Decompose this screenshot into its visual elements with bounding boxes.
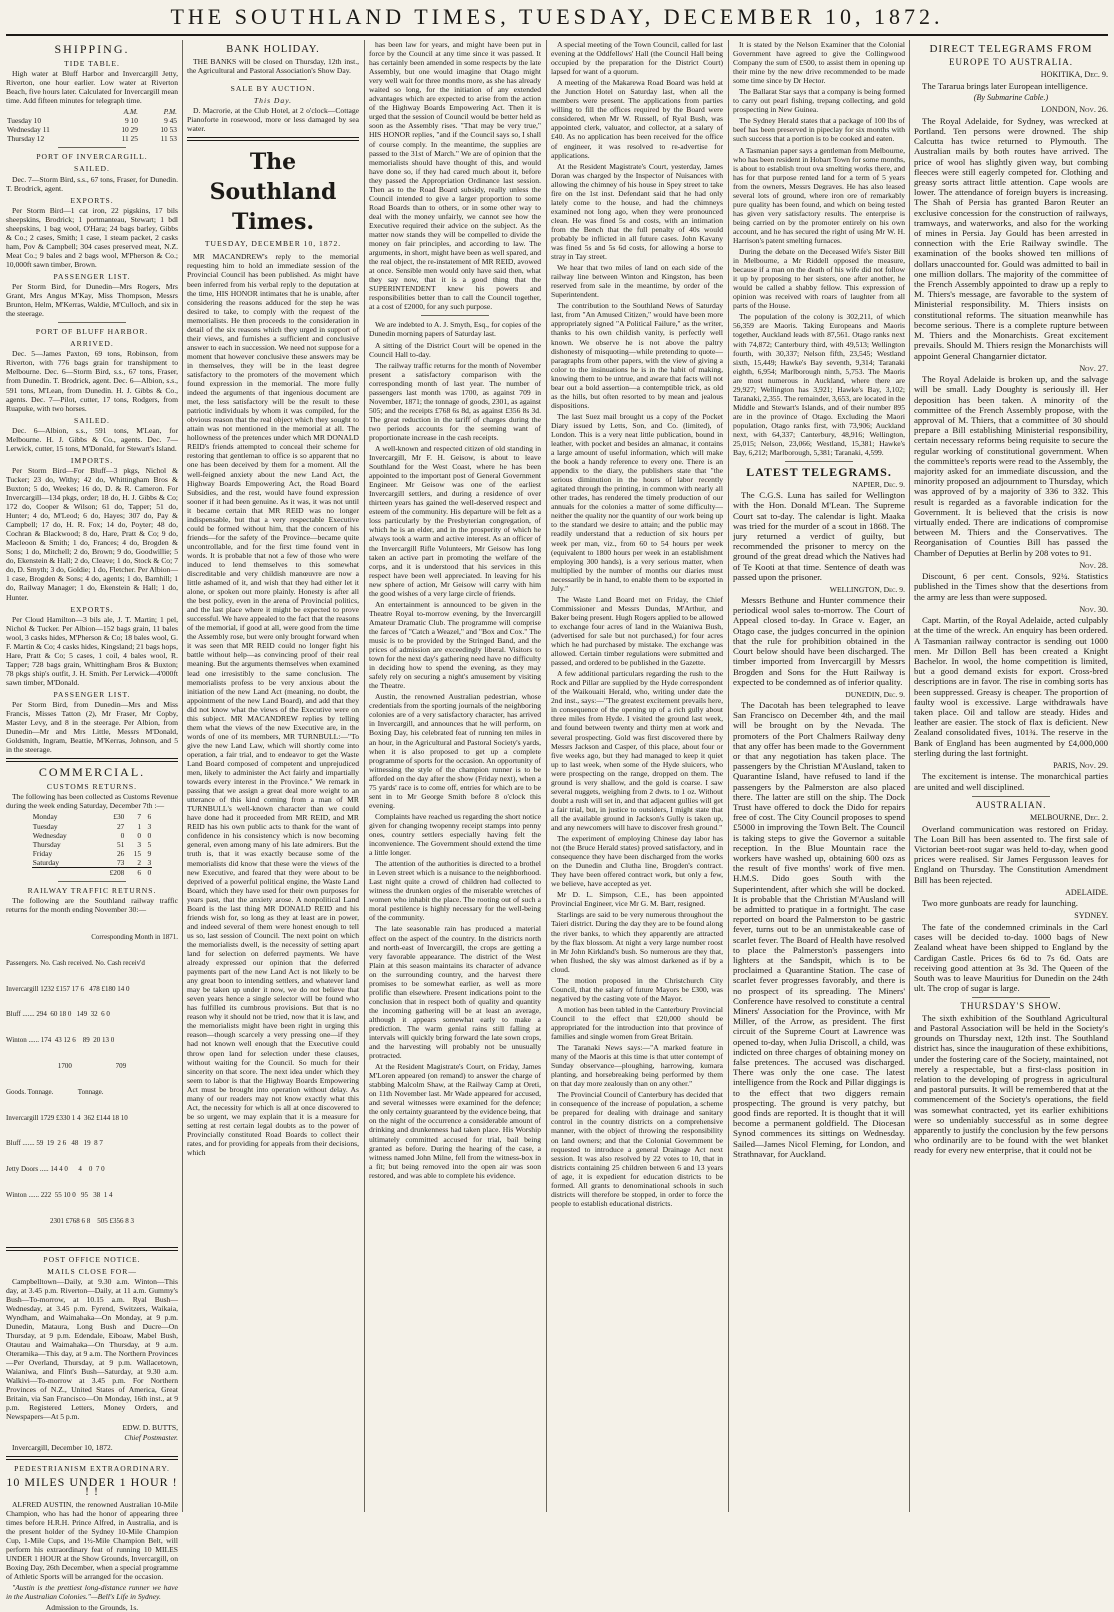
subheading: PASSENGER LIST. [53, 271, 131, 281]
table-cell: 0 [147, 830, 152, 840]
news-item: The Provincial Council of Canterbury has decided that in consequence of the increase of population, a scheme be prepared for dealing with drainage and sanitary control in the country districts on a comprehensive manner, with the object of throwing the responsibility on land owners; and that the Colonial Government be requested to introduce a general Drainage Act next session. It was also resolved by 22 votes to 10, that in districts containing 25 children between 6 and 13 years of age, it is expedient for education districts to be formed. All grants to denominational schools in such districts will therefore be stopped, in order to force the people to establish educational districts. [551, 1090, 723, 1208]
news-item: A Tasmanian paper says a gentleman from Melbourne, who has been resident in Hobart Town for some months, is about to establish trout ova smelting works there, and has for that purpose rented land for a term of 5 years from the owners, Messrs Degraves. He has also leased several lots of ground, where iron ore of remarkably pure quality has been found, and which on being tested has given very satisfactory results. The enterprise is being carried on by the promoter entirely on his own account, and he has secured the right of using Mr W. H. Harrison's patent smelting furnaces. [733, 145, 905, 245]
telegram-item: The Royal Adelaide is broken up, and the salvage will be small. Lady Doughty is seriously ill. Her deposition has been taken. A minority of the committee of the French Assembly propose, with the approval of M. Thiers, that a committee of 30 should prepare a Bill establishing Ministerial responsibility, certain necessary reforms being requisite to secure the regular working of constitutional government. When the committee's reports were read to the Assembly, the majority asked for an immediate discussion, and the minority proposed an adjournment to Thursday, which was approved of by a majority of 336 to 332. This result is regarded as a favorable indication for the Government. It is believed that the crisis is now virtually ended. There are indications of compromise between M. Thiers and the Conservatives. The Reorganisation of Counties Bill has passed the Chamber of Deputies at Berlin by 208 votes to 91. [914, 374, 1108, 558]
news-item: The population of the colony is 302,211, of which 56,359 are Maoris. Taking Europeans and Maoris together, Auckland leads with 87,561. Otago ranks next with 74,872; Canterbury third, with 49,513; Wellington fourth, with 30,337; Nelson fifth, 23,545; Westland sixth, 15,449; Hawke's Bay seventh, 9,314; Taranaki eighth, 6,954; Marlborough ninth, 5,753. The Maoris are most numerous in Auckland, where there are 29,927; Wellington has 3,921; Hawke's Bay, 3,102; Taranaki, 2,355. The remainder, 3,653, are located in the Middle and Stewart's Islands, and of their number 895 are in the province of Otago. Excluding the Maori population, Otago ranks first, with 73,906; Auckland next, with 64,337; Canterbury, 48,916; Wellington, 25,015; Nelson, 23,066; Westland, 15,381; Hawke's Bay, 6,212; Marlborough, 5,381; Taranaki, 4,599. [733, 312, 905, 458]
signature-name: EDW. D. BUTTS, [122, 1423, 178, 1433]
table-row [32, 840, 152, 849]
column-4 [551, 40, 723, 1512]
column-divider [909, 40, 910, 1512]
table-cell: £208 [109, 867, 125, 877]
table-row [6, 134, 178, 143]
table-cell: 5 [147, 839, 152, 849]
bank-holiday-heading: BANK HOLIDAY. [226, 44, 320, 55]
dateline: Nov. 30. [1079, 604, 1108, 614]
direct-telegrams-subheading: EUROPE TO AUSTRALIA. [949, 57, 1073, 67]
news-item: The Sydney Herald states that a package of 100 lbs of beef has been preserved in pipeclay for six months with such success that a portion is to be cooked and eaten. [733, 116, 905, 144]
telegram-item: The excitement is intense. The monarchical parties are united and well disciplined. [914, 771, 1108, 792]
table-cell: 51 [116, 839, 125, 849]
news-item: A sitting of the District Court will be opened in the Council Hall to-day. [369, 340, 541, 359]
table-row [32, 867, 152, 877]
edition-date: TUESDAY, DECEMBER 10, 1872. [204, 239, 342, 249]
table-row: Winton ...... 222 55 10 0 95 38 1 4 [6, 1190, 113, 1199]
table-row [6, 125, 178, 134]
subheading: ARRIVED. [70, 339, 114, 349]
table-cell: Thursday [32, 839, 61, 849]
news-item: A few additional particulars regarding the rush to the Rock and Pillar are supplied by the Hyde correspondent of the Waikouaiti Herald, who, writing under date the 2nd inst., says:—"The greatest excitement prevails here, in consequence of the opening up of a rich gully about three miles from Hyde. I visited the ground last week, and found between twenty and thirty men at work and several prospecting. Gold was first discovered there by Messrs Jackson and Casper, of this place, about four or five weeks ago, but they had managed to keep it quiet up to last week, when some of the Hyde sluicers, who were prospecting on the range, dropped on them. The ground is very shallow, and the gold is coarse. I saw several nuggets, weighing from 2 dwts. to 1 oz. Without doubt a rush will set in, and that adjacent gullies will get a fair trial, but, in justice to outsiders, I might state that all the available ground in Jackson's Gully is taken up, and any newcomers will have to discover fresh ground." [551, 669, 723, 832]
telegram-item: The Dacotah has been telegraphed to leave San Francisco on December 4th, and the mail will be brought on by the Nevada. The promoters of the Port Chalmers Railway deny that any offer has been made to the Government or that any negotiation has taken place. The passengers by the Christian M'Ausland, taken to Quarantine Island, have refused to land if the passengers by the Palmerston are also placed there. The latter are still on the ship. The Dock Trust have offered to dock the Dido for repairs free of cost. The City Council proposes to spend £5000 in improving the Town Belt. The Council is taking steps to give the Governor a suitable reception. In the Blue Mountain race the workers have washed up, obtaining 600 ozs as the result of five months' work of five men. H.M.S. Dido goes South with the Superintendent, after which she will be docked. It is probable that the Christian M'Ausland will be admitted to pratique in a fortnight. The case reported on board the Palmerston to be gastric fever, turns out to be an unmistakeable case of scarlet fever. The Board of Health have resolved to place the Palmerston's passengers into lighters at the Sandspit, which is to be proclaimed a Quarantine Station. The case of scarlet fever progresses favorably, and there is no prospect of its spreading. The Miners' Conference have resolved to constitute a central Miners' Association for the Province, with Mr Miller, of the Arrow, as president. The first circuit of the Supreme Court at Lawrence was opened to-day, when Julia Driscoll, a child, was indicted on three charges of obtaining money on false pretences. The accused was discharged. There was only the one case. The latest intelligence from the Rock and Pillar diggings is to the effect that two diggers remain prospecting. The ground is very patchy, but good finds are reported. It is thought that it will become a permanent goldfield. The Diocesan Synod commences its sittings on Wednesday. Sailed—James Nicol Fleming, for London, and Strathnavar, for Auckland. [733, 699, 905, 1159]
table-cell: 26 [116, 848, 125, 858]
section-rule [239, 79, 308, 80]
section-rule [972, 997, 1050, 998]
dateline: ADELAIDE. [1065, 887, 1108, 897]
telegram-item: Two more gunboats are ready for launching. [922, 898, 1078, 909]
telegram-item: Messrs Bethune and Hunter commence their periodical wool sales to-morrow. The Court of Appeal closed to-day. In Grace v. Eager, an Otago case, the judges concurred in the opinion that the rule for prohibition obtained in the Court below should have been discharged. The timber imported from Invercargill by Messrs Brogden and Sons for the Hutt Railway is expected to be condemned as of inferior quality. [733, 595, 905, 687]
table-cell: 0 [120, 830, 125, 840]
railway-returns-note: The following are the Southland railway traffic returns for the month ending November 30:— [6, 895, 178, 914]
cable-note: (By Submarine Cable.) [973, 93, 1049, 103]
subheading: PASSENGER LIST. [53, 690, 131, 699]
column-divider [546, 40, 547, 1512]
table-cell: Tuesday [32, 821, 58, 831]
bank-holiday-notice: THE BANKS will be closed on Thursday, 12th inst., the Agricultural and Pastoral Association's Show Day. [187, 57, 359, 76]
table-cell: Monday [32, 812, 58, 822]
table-cell: 73 [116, 857, 125, 867]
section-rule [58, 147, 127, 148]
table-row: 1700 709 [57, 1062, 127, 1071]
australian-heading: AUSTRALIAN. [975, 799, 1047, 810]
table-cell: 10 53 [160, 125, 177, 135]
news-item: Mr D. L. Simpson, C.E., has been appointed Provincial Engineer, vice Mr G. M. Barr, resigned. [551, 890, 723, 909]
table-cell: 9 [147, 848, 152, 858]
section-double-rule [6, 1247, 178, 1251]
tide-table [6, 107, 178, 143]
table-cell: Thursday 12 [7, 134, 45, 144]
news-item: Starlings are said to be very numerous throughout the Taieri district. During the day they are to be found along the river banks, to which they apparently are attracted by the flax blossom. At night a very large number roost in Mr John Kirkland's bush. So numerous are they that, when flushed, the sky was almost darkened as if by a cloud. [551, 910, 723, 974]
column-6 [914, 40, 1108, 1512]
section-double-rule [187, 137, 359, 141]
table-row [32, 858, 152, 868]
news-item: During the debate on the Deceased Wife's Sister Bill in Melbourne, a Mr Riddell opposed the measure, because if a man on the death of his wife did not follow it up by proposing to her sisters, one after another, he would be called a shabby fellow. This expression of opinion was received with roars of laughter from all parts of the House. [733, 247, 905, 311]
port-invercargill-heading: PORT OF INVERCARGILL. [36, 152, 148, 162]
subheading: SAILED. [74, 415, 110, 425]
section-double-rule [6, 758, 178, 762]
table-cell: Wednesday [32, 830, 67, 840]
telegram-item: Capt. Martin, of the Royal Adelaide, acted culpably at the time of the wreck. An enquiry has been ordered. A Tasmanian railway contractor is sending out 1000 men. Mr Dillon Bell has been created a Knight Bachelor. In wool, the home competition is limited, but a good demand exists for export. Cross-bred descriptions are in favor. The rise in combing sorts has been suppressed. Greasy is cheaper. The proportion of faulty wool is excessive. Large withdrawals have taken place. Oil and tallow are steady. Hides and leather are easier. The stock of flax is deficient. New Zealand consolidated fives, 101¾. The reserve in the Bank of England has been augmented by £4,000,000 sterling during the last fortnight. [914, 615, 1108, 758]
table-row: Jetty Doors ..... 14 4 0 4 0 7 0 [6, 1165, 105, 1174]
table-cell: P.M. [163, 107, 177, 117]
table-cell: 2 [137, 857, 142, 867]
shipping-item: Per Storm Bird—1 cat iron, 22 pigskins, 17 bils sheepskins, Brodrick; 1 portmanteau, Stewart; 1 bdl sheepskins, 1 bag wool, O'Hara; 24 bags barley, Gibbs & Co.; 2 cases, Smith; 1 case, 1 steam packet, 2 casks ham, Pov & Campbell; 304 cases preserved meat, N.Z. Meat Co.; 9 bales and 2 bags wool, M'Pherson & Co.; 10,000ft sawn timber, Brown. [6, 205, 178, 269]
dateline: DUNEDIN, Dec. 9. [845, 689, 905, 699]
table-cell: 3 [147, 821, 152, 831]
news-item: At the Resident Magistrate's Court, on Friday, James M'Loren appeared (on remand) to answer the charge of stabbing Malcolm Shaw, at the Railway Camp at Oreti, on 11th November last. Mr Wade appeared for accused, and several witnesses were examined for the defence; the only certainty guaranteed by the evidence being, that on the night of the occurrence a considerable amount of drinking and drunkenness had taken place. His Worship ultimately committed accused for trial, bail being granted as before. During the hearing of the case, a witness named John Milne, fell from the witness-box in a fit; but being removed into the open air was soon restored, and was able to complete his evidence. [369, 1062, 541, 1180]
table-cell: Tuesday 10 [7, 116, 42, 126]
table-cell: 11 25 [121, 134, 138, 144]
telegram-item: Overland communication was restored on Friday. The Loan Bill has been assented to. The first sale of Victorian beet-root sugar was held to-day, when good prices were realised. Sir James Fergusson leaves for England on Thursday. The Constitution Amendment Bill has been rejected. [914, 823, 1108, 885]
masthead-rule [6, 34, 1108, 36]
dateline: LONDON, Nov. 26. [1041, 105, 1108, 115]
article-text: The sixth exhibition of the Southland Agricultural and Pastoral Association will be held in the Society's grounds on Thursday next, 12th inst. The Southland district has, since the inauguration of these exhibitions, under the fostering care of the Society, maintained, not merely a respectable, but a first-class position in relation to the developing of progress in agricultural and pastoral pursuits. It will be remembered that at the commencement of the Society's operations, the field was somewhat contracted, yet its earlier exhibitions were so undeniably successful as in some degree apparently to justify the conclusion by the few persons who ordinarily are to be found with the wet blanket ready for every new enterprise, that it could not be [914, 1012, 1108, 1156]
table-row [32, 849, 152, 858]
news-item: The Taranaki News says:—"A marked feature in many of the Maoris at this time is that utter contempt of Sunday observance—ploughing, harrowing, kumara planting, and horsebreaking being performed by them on that day more zealously than on any other." [551, 1043, 723, 1089]
auction-notice: D. Macrorie, at the Club Hotel, at 2 o'clock—Cottage Pianoforte in rosewood, more or less damaged by sea water. [187, 106, 359, 134]
subheading: SAILED. [74, 164, 110, 174]
column-5 [733, 40, 905, 1512]
shipping-heading: SHIPPING. [54, 42, 130, 56]
editorial-continued: has been law for years, and might have been put in force by the Council at any time since it was passed. It has certainly been amended in some respects by the late Assembly, but one would imagine that Otago might very well wait for three months more, as she has already waited so long, for the initiation of any extended advantages which are expected to arise from the action of the Highway Boards Empowering Act. Then it is urged that the session of Council would be better held as soon as the Assembly rises. "That may be very true," HIS HONOR replies, "and if the Council says so, I shall of course comply. In the meantime, the supplies are passed to the 31st of March." We are of opinion that the memorialists should have thought of this, and would have done so, if they had cared much about it, before they passed the Appropriation Ordinance last session. Then as to the Road Board subsidy, really unless the Council intended to give a larger proportion to some Road Boards than to others, or in some other way to deal with the money unfairly, we cannot see how the Executive required their advice on the subject. As the matter now stands they will be compelled to divide the money on fair principles, and according to law. The arguments, in short, might have been as well spared, and the real object, the re-instatement of MR REID, avowed at once. Sensible men would only have said then, what they say now, that it is a good thing that the SUPERINTENDENT knew his powers and responsibilities better than to call the Council together, at a cost of £2000, for any such purpose. [369, 40, 541, 312]
table-cell: 1 [137, 821, 142, 831]
column-1 [6, 40, 178, 1612]
subheading: MAILS CLOSE FOR— [47, 1266, 137, 1276]
table-cell: A.M. [123, 107, 138, 117]
commercial-heading: COMMERCIAL. [38, 765, 146, 780]
railway-returns-table [6, 916, 178, 1243]
subheading: EXPORTS. [70, 604, 114, 614]
dateline: PARIS, Nov. 29. [1053, 761, 1108, 771]
column-divider [364, 40, 365, 1512]
shipping-item: Dec. 5—James Paxton, 69 tons, Robinson, from Riverton, with 776 bags grain for transhipment to Melbourne. Dec. 6—Storm Bird, s.s., 67 tons, Fraser, from Dunedin. T. Brodrick, agent. Dec. 6—Albion, s.s., 591 tons, M'Lean, from Dunedin. H. J. Gibbs & Co., agents. Dec. 7—Pilot, cutter, 17 tons, Rodgers, from Ruapuke, with two horses. [6, 349, 178, 413]
table-row: Passengers. No. Cash received. No. Cash receiv'd [6, 958, 145, 967]
news-item: The Ballarat Star says that a company is being formed to carry out pearl fishing, trepang collecting, and gold prospecting in New Guinea. [733, 87, 905, 115]
tide-table-heading: TIDE TABLE. [64, 59, 120, 68]
news-item: At the Resident Magistrate's Court, yesterday, James Doran was charged by the Inspector of Nuisances with allowing the chimney of his house in Spey street to take fire on the 1st inst. Defendant said that he had only lately come to the house, and had the chimneys examined not long ago, when they were pronounced clean. He was fined 5s and costs, with an intimation from the Bench that the full penalty of 40s would probably be inflicted in all future cases. John Kavany was fined 5s and 5s 6d costs, for allowing a horse to stray in Tay street. [551, 161, 723, 262]
table-cell: 10 29 [121, 125, 138, 135]
table-row [6, 116, 178, 125]
news-item: A meeting of the Makarewa Road Board was held at the Junction Hotel on Saturday last, when all the members were present. The applications from parties willing to fill the offices required by the Board were considered, when Mr W. Russell, of Ryal Bush, was appointed clerk, valuator, and collector, at a salary of £40. As no application has been received for the office of engineer, it was resolved to re-advertise for applications. [551, 78, 723, 160]
section-rule [972, 796, 1050, 797]
news-item: The late seasonable rain has produced a material effect on the aspect of the country. In the districts north and north-east of Invercargill, the crops are getting a very favorable appearance. The district of the West Plain at this season maintains its character of advance on the surrounding country, and the harvest there promises to be somewhat earlier, as well as more prolific than elsewhere. Present indications point to the conclusion that in respect both of quality and quantity the incoming gathering will be at least an average, although it appears somewhat early to make a prediction. The warm genial rains still falling at intervals will quickly bring forward the late sown crops, and the harvesting will probably not be unusually protracted. [369, 924, 541, 1061]
telegram-item: The fate of the condemned criminals in the Carl cases will be decided to-day. 1000 bags of New Zealand wheat have been shipped to England by the Cardigan Castle. Prices 6s 6d to 7s 6d. Oats are receiving good attention at 3s 3d. The Queen of the South was to leave Mauritius for Dunedin on the 24th ult. The crop of sugar is large. [914, 921, 1108, 994]
newspaper-nameplate: The Southland Times. [209, 149, 337, 236]
table-cell: 9 10 [125, 116, 138, 126]
dateline: NAPIER, Dec. 9. [852, 480, 905, 490]
section-rule [58, 322, 127, 323]
news-item: The railway traffic returns for the month of November present a satisfactory comparison with the corresponding month of last year. The number of passengers last month was 1700, as against 709 in November, 1871; the tonnage of goods, 2301, as against 505; and the receipts £768 6s 8d, as against £356 8s 3d. The great reduction in the tariff of charges during the two periods accounts for the seeming want of proportionate increase in the cash receipts. [369, 360, 541, 442]
news-item: A special meeting of the Town Council, called for last evening at the Oddfellows' Hall (the Council Hall being occupied by the preparation for the District Court) lapsed for want of a quorum. [551, 40, 723, 77]
signature-title: Chief Postmaster. [124, 1433, 178, 1443]
railway-returns-heading: RAILWAY TRAFFIC RETURNS. [27, 885, 157, 895]
pedestrianism-admission: Admission to the Grounds, 1s. [45, 1603, 139, 1612]
shipping-item: Per Cloud Hamilton—3 bils ale, J. T. Martin; 1 pel, Nichol & Tucker. Per Albion—152 bags grain, 11 bales wool, 3 casks hides, M'Pherson & Co; 18 bales wool, G. F. Martin & Co; 4 casks hides, Kingsland; 21 bags hops, Hare, Pratt & Co; 5 cases, 1 coil, 4 bales wool, R. Tapper; 728 bags grain, Whittingham Bros & Buxton; 78 pkgs ship's outfit, J. H. Smith. Per Lerwick—4'000ft sawn timber, M'Donald. [6, 614, 178, 687]
table-cell: Friday [32, 848, 53, 858]
dateline: HOKITIKA, Dec. 9. [1040, 70, 1108, 80]
pedestrianism-ad: ALFRED AUSTIN, the renowned Australian 10-Mile Champion, who has had the honor of appearing three times before H.R.H. Prince Alfred, in Australia, and is the present holder of the Sydney 10-Mile Champion Cup, 1-Mile Cups, and 1½-Mile Champion Belt, will perform his extraordinary feat of running 10 MILES UNDER 1 HOUR at the Show Grounds, Invercargill, on Boxing Day, 26th December, when a special programme of Athletic Sports will be arranged for the occasion. [6, 1499, 178, 1581]
pedestrianism-heading: PEDESTRIANISM EXTRAORDINARY. [14, 1464, 170, 1474]
news-item: The motion proposed in the Christchurch City Council, that the salary of future Mayors be £300, was negatived by the casting vote of the Mayor. [551, 975, 723, 1003]
news-item: Austin, the renowned Australian pedestrian, whose credentials from the sporting journals of the neighboring colonies are of a very satisfactory character, has arrived in Invercargill, and announces that he will perform, on Boxing Day, his celebrated feat of running ten miles in an hour, in the Agricultural and Pastoral Society's yards, when it is also proposed to get up a complete programme of sports for the occasion. An opportunity of witnessing the style of the champion runner is to be afforded on the day after the show (Friday next), when a 75 yards' race is to come off, entries for which are to be sent in to Mr George Smith before 8 o'clock this evening. [369, 692, 541, 810]
table-row: Winton ...... 174 43 12 6 89 20 13 0 [6, 1036, 115, 1045]
customs-table [32, 812, 152, 876]
table-row [32, 831, 152, 840]
news-item: The experiment of employing Chinese day labor has not (the Bruce Herald states) proved satisfactory, and in consequence they have been discharged from the works on the Dunedin and Clutha line, Brogden's contract. They have been offered contract work, but only a few, we believe, have accepted as yet. [551, 834, 723, 889]
dateline: WELLINGTON, Dec. 9. [829, 585, 905, 595]
table-row: Bluff ....... 294 60 18 0 149 32 6 0 [6, 1010, 110, 1019]
section-double-rule [6, 1456, 178, 1460]
table-cell: £30 [113, 812, 125, 822]
column-divider [182, 40, 183, 1512]
news-item: We hear that two miles of land on each side of the railway line between Winton and Kingston, has been reserved from sale in the meantime, by order of the Superintendent. [551, 263, 723, 300]
news-item: We are indebted to A. J. Smyth, Esq., for copies of the Dunedin morning papers of Saturday last. [369, 320, 541, 339]
signature-date: Invercargill, December 10, 1872. [12, 1443, 113, 1453]
table-cell: 3 [147, 857, 152, 867]
table-cell: 0 [147, 867, 152, 877]
table-cell: 9 45 [164, 116, 177, 126]
table-cell: Saturday [32, 857, 60, 867]
shipping-item: Per Storm Bird—For Bluff—3 pkgs, Nichol & Tucker; 23 do, Withy; 42 do, Whittingham Bros & Buxton; 5 do, Weekes; 16 do, D. & R. Cameron. For Invercargill—134 pkgs, order; 18 do, H. J. Gibbs & Co; 172 do, Cooper & Wilson; 61 do, Tapper; 51 do, Hunter; 4 do, M'Leod; 6 do, Hayes; 307 do, Pay & Campbell; 17 do, H. R. Fox; 14 do, Poyter; 48 do, Cochran & Blackwood; 8 do, Hare, Pratt & Co; 9 do, Macleoon & Smith; 1 do, Frances; 4 do, Brogden & Sons; 1 do, Mitchell; 2 do, Brown; 9 do, Goodwillie; 5 do, Ekenstein & Hall; 2 do, Cleave; 1 do, Stock & Co; 7 do, D. Smyth; 3 do, Goldie; 1 do, Fletcher. Per Albion—1 case, Brogden & Sons; 4 do, agents; 1 do, Barnhill; 1 do, Railway Manager; 1 do, Ekenstein & Hall; 1 do, Hunter. [6, 465, 178, 602]
news-item: The Waste Land Board met on Friday, the Chief Commissioner and Messrs Dundas, M'Arthur, and Baker being present. Hugh Rogers applied to be allowed to exchange four acres of land in the Waianiwa Bush, (advertised for sale but not purchased,) for four acres which he had purchased by mistake. The exchange was allowed. Certain timber regulations were submitted and passed, and ordered to be published in the Gazette. [551, 594, 723, 668]
table-row [6, 107, 178, 116]
table-cell: Wednesday 11 [7, 125, 50, 135]
auction-day: This Day. [253, 96, 293, 106]
news-item: It is stated by the Nelson Examiner that the Colonial Government have agreed to give the Collingwood Company the sum of £500, to assist them in opening up their mine by the new drive recommended to be made some time since by Dr Hector. [733, 40, 905, 86]
telegram-item: The C.G.S. Luna has sailed for Wellington with the Hon. Donald M'Lean. The Supreme Court sat to-day. The calendar is light. Maaka was tried for the murder of a scout in 1868. The jury returned a verdict of guilty, but recommended the prisoner to mercy on the ground of the great dread which the Natives had of Te Kooti at that time. Sentence of death was passed upon the prisoner. [733, 490, 905, 582]
shipping-item: Per Storm Bird, from Dunedin—Mrs and Miss Francis, Misses Tatton (2), Mr Fraser, Mr Copby, Master Levy, and 8 in the steerage. Per Albion, from Dunedin—Mr and Mrs Little, Messrs M'Donald, Goldsmith, Ingram, Beattie, M'Kerras, Johnson, and 5 in the steerage. [6, 700, 178, 755]
editorial-text: MR MACANDREW's reply to the memorial requesting him to hold an immediate session of the Provincial Council has been published. As might have been inferred from his verbal reply to the deputation at the time, HIS HONOR intimates that he is unable, after considering the reasons adduced for the step he was desired to take, to comply with the request of the memorialists. He then proceeds to the consideration in detail of the six reasons which they urged in support of their views, and furnishes a sufficient and conclusive answer to each in succession. We need not suppose for a moment that however conclusive these answers may be in themselves, they will be in the least degree satisfactory to the promoters of the movement which found expression in the memorial. The more fully indeed the arguments of that ingenious document are met, the less satisfactory will be the result to these patriotic individuals by whom it was compiled, for the obvious reason that the real object which they sought to attain was not mentioned in the memorial at all. The hollowness of the pretences under which MR DONALD REID's friends attempted to conceal their scheme for restoring that gentleman to office is so apparent that no one has been deceived by them for a moment. All the well-feigned anxiety about the new Land Act, the Highway Boards Empowering Act, the Road Board Subsidies, and the rest, would have found expression sooner if it had been genuine. As it was, it was not until it became certain that MR REID was no longer indispensable, but that a very respectable Executive could be formed without him, that the concern of his friends—for the safety of the Province—became quite uncontrollable, and for the first time found vent in words. It is probable that not a few of those who were induced to lend themselves to this somewhat discreditable and very childish manœuvre are now a little ashamed of it, and wish that they had either let it alone, or spoken out more plainly. Honesty is after all the best policy, even in the arena of Provincial politics, and the last place where it might be expected to prove successful. We have appealed to the fact that the reasons of the memorial, if good at all, were good from the time the Assembly rose, but were only brought forward when it was seen that MR REID could no longer fight his battle without help—as convincing proof of their real meaning. But the arguments themselves when examined lead one irresistibly to the same conclusion. The memorialists profess to be very anxious about the initiation of the new Land Act (meaning, no doubt, the appointment of the new Land Board), and add that they did not know what the views of the Executive were on this subject. MR MACANDREW replies by telling them what the views of the new Executive are, in the words of one of its members, MR TURNBULL:—"To give the new Land Law, which will shortly come into operation, a fair trial, and to endeavor to get the Waste Land Board composed of competent and unprejudiced men, likely to administer the Act fairly and impartially towards every interest in the Province." We remark in passing that we assign a great deal more weight to an utterance of this kind coming from a man of MR TURNBULL's well-known character than we could have done had it proceeded from MR REID, and MR REID has his own public acts to thank for the want of confidence in his consistency which is now becoming general, even among many of his late admirers. But the truth is, that it was exactly because some of the memorialists did know that these were the views of the new Executive, and feared that they were about to be deprived of a powerful political engine, the Waste Land Board, which they have used for their own purposes for years past, that the anxiety arose. A nonpolitical Land Board is the last thing MR DONALD REID and his friends wish for, so long as they at least are in power, and indeed several of them were honest enough to tell us so, last session of Council. The next point on which the memorialists dwell, is the necessity of setting apart land for selection on deferred payments. We have already expressed our opinion that the deferred payments part of the new Land Act is not likely to be any great boon to intending settlers, and whatever land may be taken up under it now, we do not believe that seven years hence a single selector will be found who has fulfilled its cumbrous provisions. But that is no reason why it should not be tried, now that it is law, and the memorialists might have been right in urging this reason—though scarcely a very pressing one—if they had not known well enough that the Executive could throw open land for selection under these clauses, without waiting for the Council. So much for their sincerity on that score. The next idea under which they seem to labor is that the Highway Boards Empowering Act must be brought into operation without delay. As many of our readers may not know exactly what this Act, the necessity for which is all at once discovered to be so urgent, we may explain that it is a measure for setting at rest certain legal doubts as to the power of Provincially constituted Road Boards to collect their rates, and for providing for appeals from their decisions, which [187, 252, 359, 1158]
table-cell: 15 [133, 848, 142, 858]
telegram-item: Discount, 6 per cent. Consols, 92¼. Statistics published in the Times show that the desertions from the army are less than were supposed. [914, 571, 1108, 602]
news-item: A well-known and respected citizen of old standing in Invercargill, Mr F. H. Geisow, is about to leave Southland for the West Coast, where he has been appointed to the important post of General Government Engineer. Mr Geisow was one of the earliest Invercargill settlers, and during a residence of over thirteen years has gained the well-deserved respect and esteem of the community. His departure will be felt as a loss particularly by the Presbyterian congregation, of which he is an elder, and in the prosperity of which he always took a warm and active interest. As an officer of the Invercargill Rifle Volunteers, Mr Geisow has long taken an active part in promoting the welfare of the corps, and it is understood that his services in this respect have been well appreciated. In leaving for his new sphere of action, Mr Geisow will carry with him the good wishes of a very large circle of friends. [369, 444, 541, 598]
subheading: EXPORTS. [70, 195, 114, 205]
customs-heading: CUSTOMS RETURNS. [46, 782, 138, 792]
shipping-item: Dec. 6—Albion, s.s., 591 tons, M'Lean, for Melbourne. H. J. Gibbs & Co., agents. Dec. 7—Lerwick, cutter, 15 tons, M'Donald, for Stewart's Island. [6, 425, 178, 453]
dateline: Nov. 27. [1079, 363, 1108, 373]
table-row: Corresponding Month in 1871. [91, 933, 178, 942]
table-cell: 7 [137, 812, 142, 822]
telegram-item: The Royal Adelaide, for Sydney, was wrecked at Portland. Ten persons were drowned. The ship Calcutta has twice returned to Plymouth. The Australian mails by both routes have arrived. The price of wool has slightly given way, but combing fleeces were still eagerly competed for. Clothing and greasy sorts attract little attention. Cape wools are lower. The attendance of foreign buyers is increasing. The Shah of Persia has granted Baron Reuter an exclusive concession for the construction of railways, tramways, and waterworks, and also for the working of mines in Persia. Jay Gould has been arrested in connection with the Erie Railway swindle. The examination of the books showed ten millions of dollars unaccounted for. Gould was admitted to bail in one million dollars. The majority of the committee of the French Assembly appointed to draw up a reply to M. Thiers's message, are favorable to the system of Ministerial responsibility. M. Thiers insists on constitutional reforms. The situation meanwhile has become serious. There is a complete rupture between M. Thiers and the Monarchists. Great excitement prevails. Should M. Thiers resign the Monarchists will appoint General Changarnier dictator. [914, 115, 1108, 361]
auction-heading: SALE BY AUCTION. [230, 84, 316, 94]
customs-note: The following has been collected as Customs Revenue during the week ending Saturday, December 7th :— [6, 792, 178, 811]
dateline: SYDNEY. [1074, 911, 1108, 921]
column-divider [728, 40, 729, 1512]
news-item: The attention of the authorities is directed to a brothel in Leven street which is a nuisance to the neighborhood. Last night quite a crowd of children had collected to witness the drunken orgies of the miserable wretches of women who inhabit the place. The rooting out of such a moral pestilence is highly necessary for the well-being of the community. [369, 859, 541, 923]
direct-telegrams-heading: DIRECT TELEGRAMS FROM [929, 43, 1093, 55]
pedestrianism-quote: "Austin is the prettiest long-distance runner we have in the Australian Colonies."—Bell's Life in Sydney. [6, 1583, 178, 1602]
table-cell: 6 [137, 867, 142, 877]
table-row: Invercargill 1232 £157 17 6 478 £180 14 0 [6, 984, 130, 993]
dateline: MELBOURNE, Dec. 2. [1029, 813, 1108, 823]
news-item: An entertainment is announced to be given in the Theatre Royal to-morrow evening, by the Invercargill Amateur Dramatic Club. The programme will comprise the farces of "Catch a Weazel," and "Box and Cox." The music is to be provided by the Stringed Band, and the prices of admission are exceedingly liberal. Visitors to town for the next day's gathering need have no difficulty in deciding how to spend the evening, as they may safely rely on securing a night's amusement by visiting the Theatre. [369, 599, 541, 691]
table-row: Goods. Tonnage. Tonnage. [6, 1087, 104, 1096]
section-rule [58, 881, 127, 882]
page-masthead: THE SOUTHLAND TIMES, TUESDAY, DECEMBER 10, 1872. [170, 4, 944, 29]
news-item: A motion has been tabled in the Canterbury Provincial Council to the effect that £20,000 should be appropriated for the introduction into that province of families and single women from Great Britain. [551, 1004, 723, 1042]
post-office-notice: Campbelltown—Daily, at 9.30 a.m. Winton—This day, at 3.45 p.m. Riverton—Daily, at 11 a.m. Gummy's Bush—To-morrow, at 10.15 a.m. Ryal Bush—Wednesday, at 3.45 p.m. Fyrend, Switzers, Waikaia, Wyndham, and Waimahaka—On Monday, at 9 p.m. Dunedin, Mataura, Long Bush and Ducre—On Thursday, at 9 p.m. Edendale, Eiboaw, Mabel Bush, Otautau and Waimahaka—On Thursday, at 9 a.m. Oteramika—This day, at 9 a.m. The Northern Provinces—Per Overland, Thursday, at 9 p.m. Wallacetown, Waianiwa, and Flint's Bush—Saturday, at 9.30 a.m. Walkivi—To-morrow at 3.45 p.m. For Northern Provinces of N.Z., United States of America, Great Britain, via San Francisco—On Monday, 16th inst., at 9 p.m. Registered Letters, Money Orders, and Newspapers—At 5 p.m. [6, 1276, 178, 1422]
column-3 [369, 40, 541, 1512]
thursdays-show-heading: THURSDAY'S SHOW. [960, 1001, 1062, 1012]
section-rule [785, 461, 854, 462]
news-item: The contribution to the Southland News of Saturday last, from "An Amused Citizen," would have been more appropriately signed "A Political Failure," as the writer, thanks to his own childish vanity, is perfectly well known. We observe he is not above the paltry dishonesty of misquoting—while pretending to quote—paragraphs from other papers, with the view of giving a color to the insinuations he is in the habit of making, knowing them to be untrue, and aware that facts will not bear out a bold assertion—a contemptible trick, as old as the hills, but often resorted to by mean and jealous dispositions. [551, 301, 723, 410]
table-row [32, 822, 152, 831]
pedestrianism-title: 10 MILES UNDER 1 HOUR ! ! ! [6, 1474, 178, 1498]
news-item: The last Suez mail brought us a copy of the Pocket Diary issued by Letts, Son, and Co. (limited), of London. This is a very neat little publication, bound in leather, with pocket and besides an almanac, it contains a large amount of useful information, which will make the book a handy reference to every one. There is an appendix to the diary, the publishers state that "the serious diminution in the hours of labor recently agitated through the printing, in common with nearly all other trades, has rendered the timely production of our annuals for the colonies a matter of some difficulty—neither the quality nor the quantity of our work being up to the standard we desire to attain; and the public may readily understand that a reduction of six hours per week per man, viz., from 60 to 54 hours per week (equivalent to 1800 hours per week in an establishment employing 300 hands), is a very serious matter, when multiplied by the number of months our diaries must necessarily be in hand, to enable them to be exported in July." [551, 411, 723, 593]
latest-telegrams-heading: LATEST TELEGRAMS. [746, 465, 892, 480]
table-cell [32, 867, 96, 877]
table-cell: 6 [147, 812, 152, 822]
table-row [32, 812, 152, 821]
table-cell: 0 [137, 830, 142, 840]
table-row: 2301 £768 6 8 505 £356 8 3 [50, 1216, 134, 1225]
post-office-heading: POST OFFICE NOTICE. [43, 1254, 141, 1264]
table-row: Invercargill 1729 £330 1 4 362 £144 18 10 [6, 1113, 128, 1122]
table-row: Bluff ....... 59 19 2 6 48 19 8 7 [6, 1139, 103, 1148]
table-cell: 3 [137, 839, 142, 849]
table-cell [6, 107, 100, 116]
column-2 [187, 40, 359, 1512]
section-rule [421, 315, 490, 316]
telegram-item: The Tararua brings later European intelligence. [922, 80, 1088, 91]
tide-table-note: High water at Bluff Harbor and Invercargill Jetty, Riverton, one hour earlier. Low water at Riverton Beach, five hours later. Calculated for Invercargill mean time. Add fifteen minutes for telegraph time. [6, 69, 178, 106]
table-cell: 27 [116, 821, 125, 831]
shipping-item: Per Storm Bird, for Dunedin—Mrs Rogers, Mrs Grant, Mrs Angus M'Kay, Miss Thompson, Messrs Brunton, Helm, M'Kerras, Waldie, M'Culloch, and six in the steerage. [6, 282, 178, 319]
table-cell: 11 53 [160, 134, 177, 144]
port-bluff-heading: PORT OF BLUFF HARBOR. [35, 327, 149, 337]
subheading: IMPORTS. [70, 455, 114, 465]
news-item: Complaints have reached us regarding the short notice given for changing twopenny receipt stamps into penny ones, country settlers especially having felt the inconvenience. The Government should extend the time a little longer. [369, 811, 541, 858]
shipping-item: Dec. 7—Storm Bird, s.s., 67 tons, Fraser, for Dunedin. T. Brodrick, agent. [6, 174, 178, 193]
dateline: Nov. 28. [1079, 560, 1108, 570]
